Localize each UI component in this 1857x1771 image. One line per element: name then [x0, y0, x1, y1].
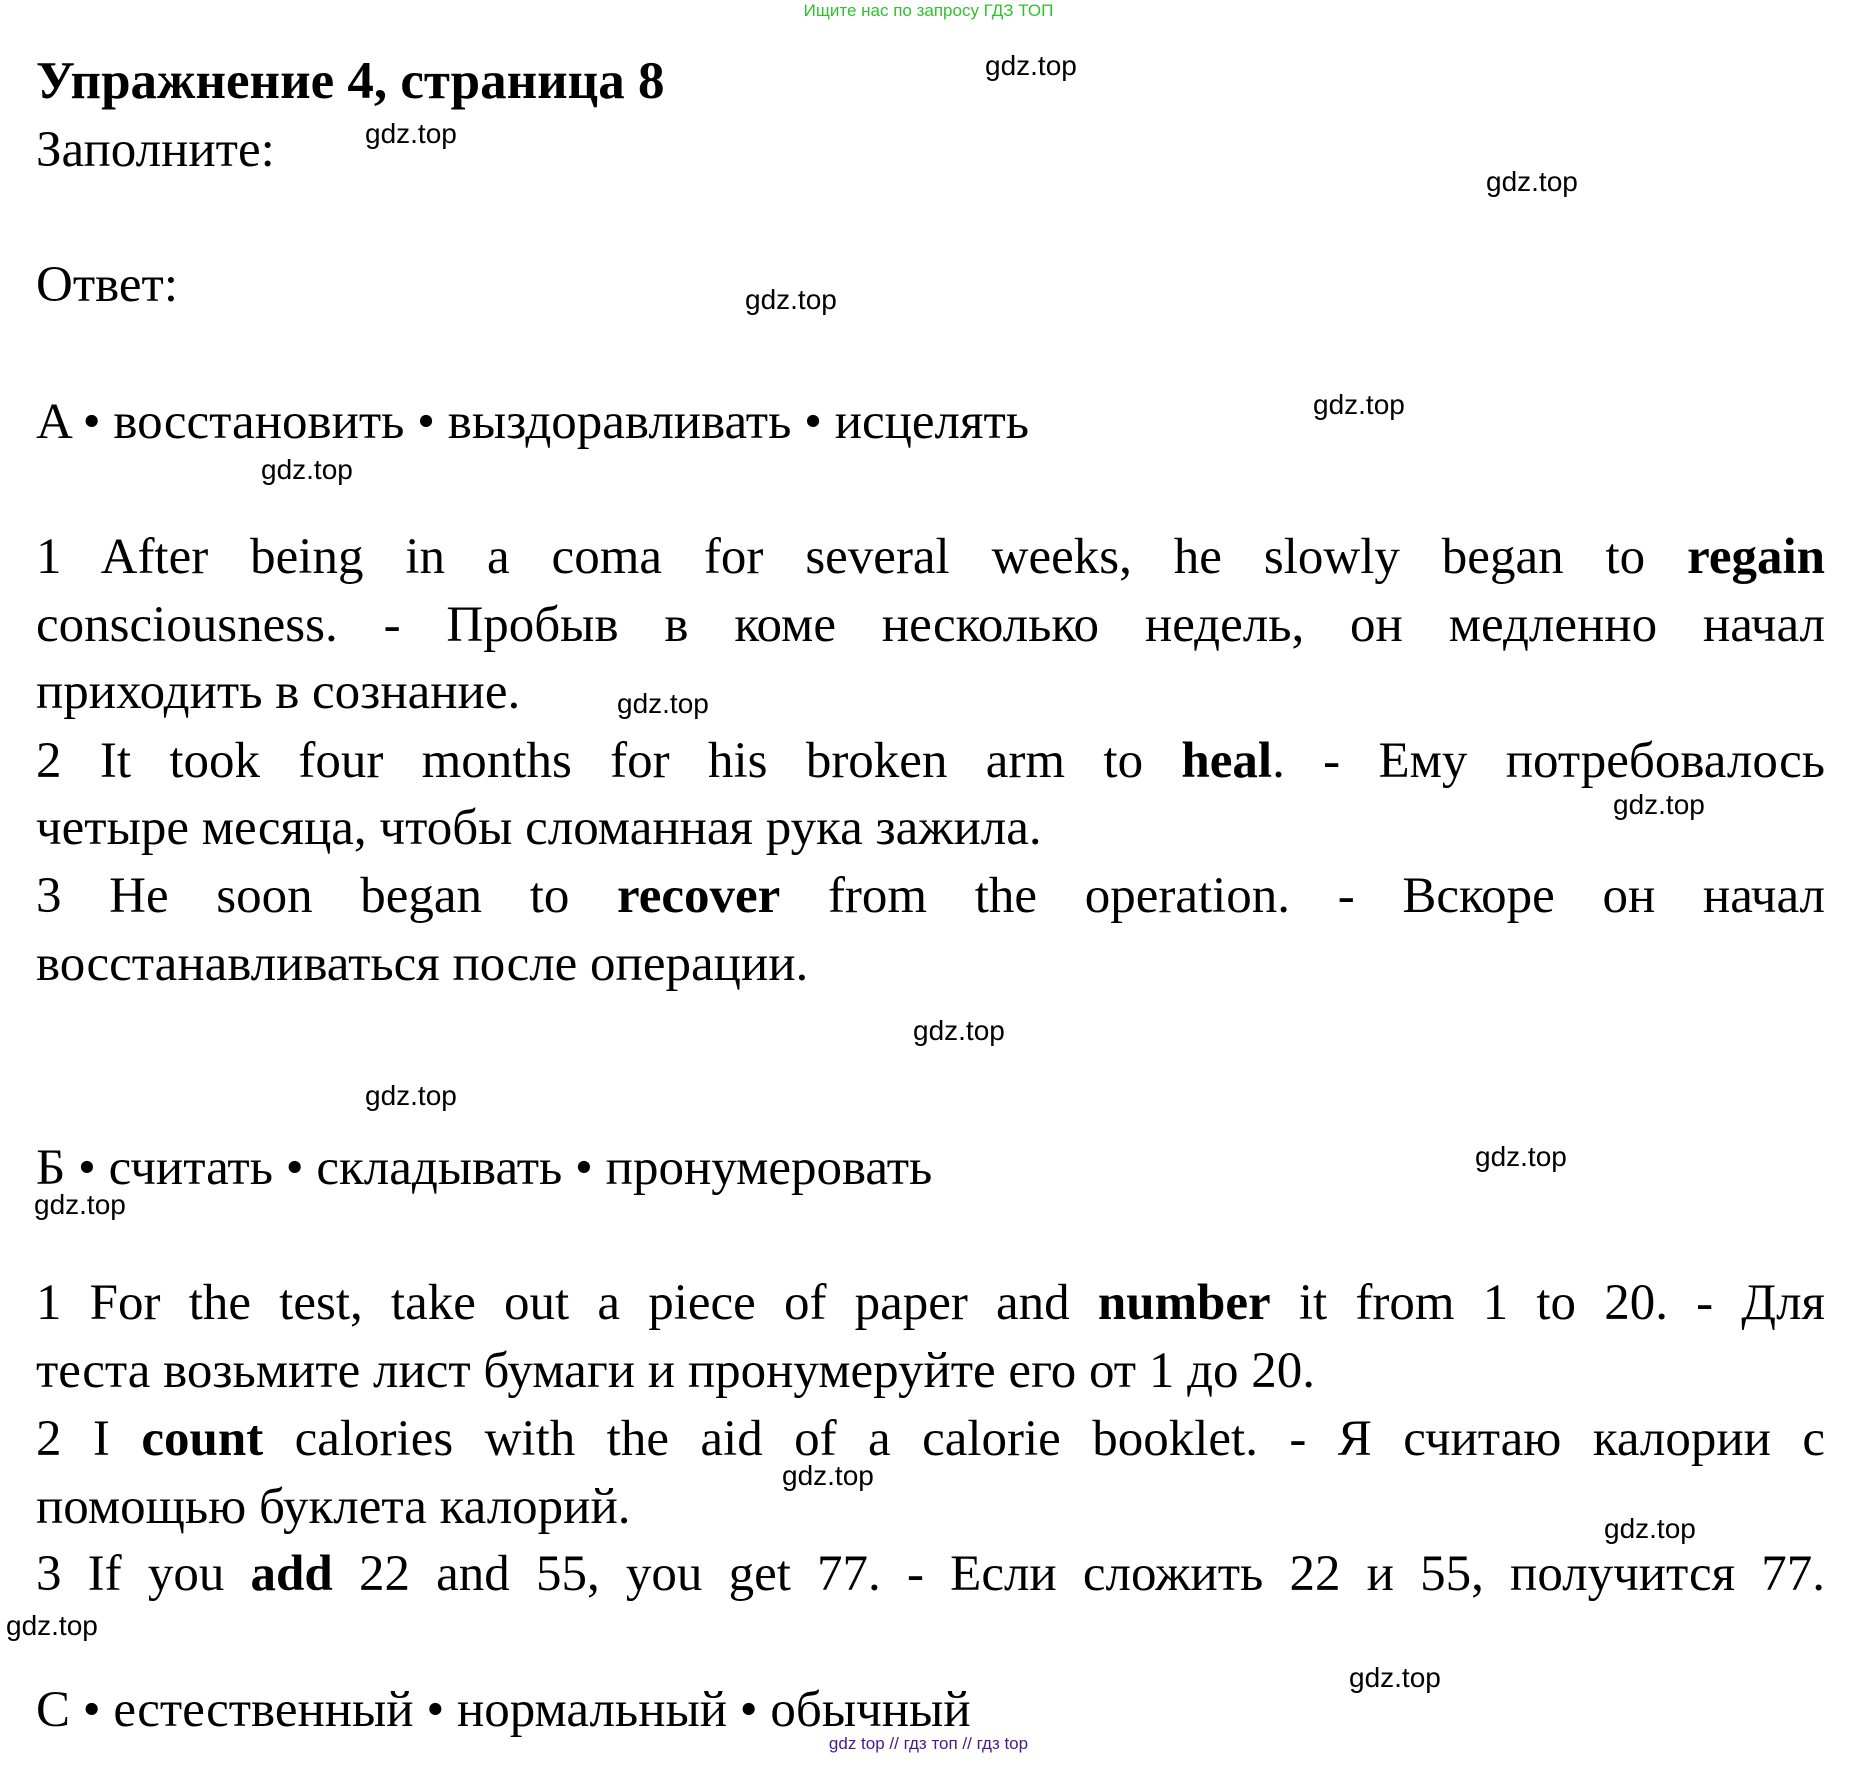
answer-line: помощью буклета калорий.: [36, 1479, 631, 1535]
watermark: gdz.top: [365, 1080, 457, 1111]
watermark: gdz.top: [1475, 1141, 1567, 1172]
watermark: gdz.top: [34, 1189, 126, 1220]
watermark: gdz.top: [745, 284, 837, 315]
watermark: gdz.top: [1613, 789, 1705, 820]
answer-line: 2 I count calories with the aid of a calorie booklet. - Я считаю калории с: [36, 1411, 1826, 1467]
answer-line: 3 He soon began to recover from the operation. - Вскоре он начал: [36, 868, 1825, 924]
answer-line: восстанавливаться после операции.: [36, 936, 809, 992]
watermark: gdz.top: [617, 688, 709, 719]
watermark: gdz.top: [261, 454, 353, 485]
watermark: gdz.top: [1313, 389, 1405, 420]
answer-line: 2 It took four months for his broken arm to heal. - Ему потребовалось: [36, 733, 1825, 789]
answer-label: Ответ:: [36, 257, 178, 313]
watermark: gdz.top: [1349, 1662, 1441, 1693]
watermark: gdz.top: [6, 1610, 98, 1641]
answer-line: приходить в сознание.: [36, 664, 521, 720]
answer-line: 3 If you add 22 and 55, you get 77. - Если сложить 22 и 55, получится 77.: [36, 1546, 1825, 1602]
section-a-header: A • восстановить • выздоравливать • исцелять: [36, 394, 1030, 450]
section-c-header: C • естественный • нормальный • обычный: [36, 1682, 971, 1738]
answer-line: 1 For the test, take out a piece of paper and number it from 1 to 20. - Для: [36, 1275, 1825, 1331]
section-b-header: Б • считать • складывать • пронумеровать: [36, 1140, 933, 1196]
answer-line: consciousness. - Пробыв в коме несколько недель, он медленно начал: [36, 597, 1825, 653]
watermark: gdz.top: [913, 1015, 1005, 1046]
watermark: gdz.top: [1604, 1513, 1696, 1544]
top-banner: Ищите нас по запросу ГДЗ ТОП: [803, 1, 1054, 20]
answer-line: четыре месяца, чтобы сломанная рука зажила.: [36, 800, 1042, 856]
answer-line: 1 After being in a coma for several weeks, he slowly began to regain: [36, 529, 1825, 585]
watermark: gdz.top: [365, 118, 457, 149]
watermark: gdz.top: [1486, 166, 1578, 197]
page-title: Упражнение 4, страница 8: [36, 52, 665, 110]
task-label: Заполните:: [36, 122, 275, 178]
answer-line: теста возьмите лист бумаги и пронумеруйте его от 1 до 20.: [36, 1343, 1316, 1399]
watermark: gdz.top: [985, 50, 1077, 81]
watermark: gdz.top: [782, 1460, 874, 1491]
bottom-banner: gdz top // гдз топ // гдз top: [828, 1734, 1029, 1753]
